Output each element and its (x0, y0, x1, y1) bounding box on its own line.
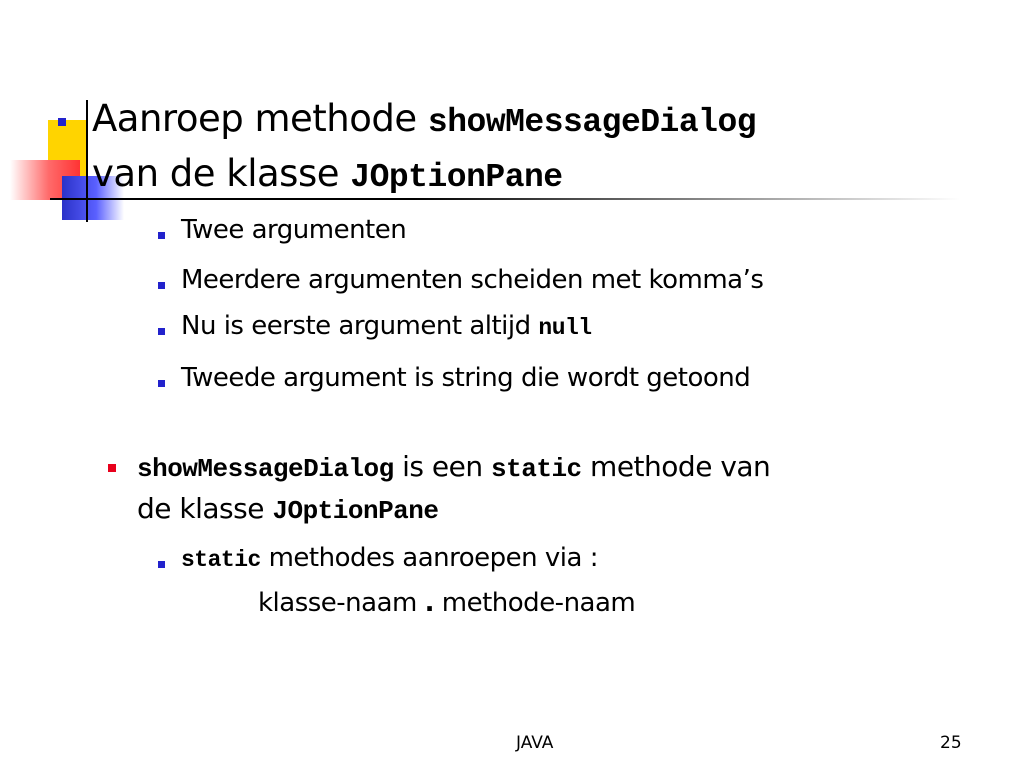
sub-bullet-icon (158, 561, 165, 568)
dot-operator: . (424, 588, 435, 618)
sub-bullet-static-text: methodes aanroepen via : (260, 543, 598, 573)
sub-bullet-static-line-2 (258, 588, 635, 618)
methode-naam-text: methode-naam (434, 588, 636, 618)
title-text-2: van de klasse (92, 152, 351, 195)
sub-bullet-icon (158, 282, 165, 289)
bullet2-line-2 (137, 492, 439, 526)
footer-title: JAVA (516, 733, 554, 753)
sub-bullet-icon (158, 380, 165, 387)
title-line-2 (92, 152, 563, 196)
title-code-1: showMessageDialog (427, 104, 757, 141)
sub-bullet-twee-argumenten: Twee argumenten (181, 215, 407, 245)
bullet2-code-1: showMessageDialog (137, 454, 394, 484)
sub-bullet-null (181, 311, 592, 341)
main-bullet-icon (108, 464, 116, 472)
bullet2-text-2: methode van (581, 450, 771, 483)
sub-bullet-icon (158, 232, 165, 239)
bullet2-code-2: static (491, 454, 582, 484)
page-number: 25 (940, 733, 962, 753)
sub-bullet-meerdere-argumenten: Meerdere argumenten scheiden met komma’s (181, 265, 764, 295)
title-text-1: Aanroep methode (92, 97, 428, 140)
sub-bullet-icon (158, 328, 165, 335)
sub-bullet-tweede-argument: Tweede argument is string die wordt getoond (181, 363, 751, 393)
static-keyword: static (181, 547, 261, 573)
bullet2-code-3: JOptionPane (272, 496, 439, 526)
title-underline-rule (50, 198, 960, 200)
title-bullet-icon (58, 118, 66, 126)
bullet2-text-3: de klasse (137, 492, 273, 525)
bullet2-line-1 (137, 450, 770, 484)
vertical-rule (86, 100, 88, 222)
bullet2-text-1: is een (393, 450, 492, 483)
null-keyword: null (538, 315, 592, 341)
title-code-2: JOptionPane (350, 159, 563, 196)
title-line-1 (92, 97, 756, 141)
sub-bullet-static (181, 543, 598, 573)
sub-bullet-null-text: Nu is eerste argument altijd (181, 311, 539, 341)
klasse-naam-text: klasse-naam (258, 588, 425, 618)
